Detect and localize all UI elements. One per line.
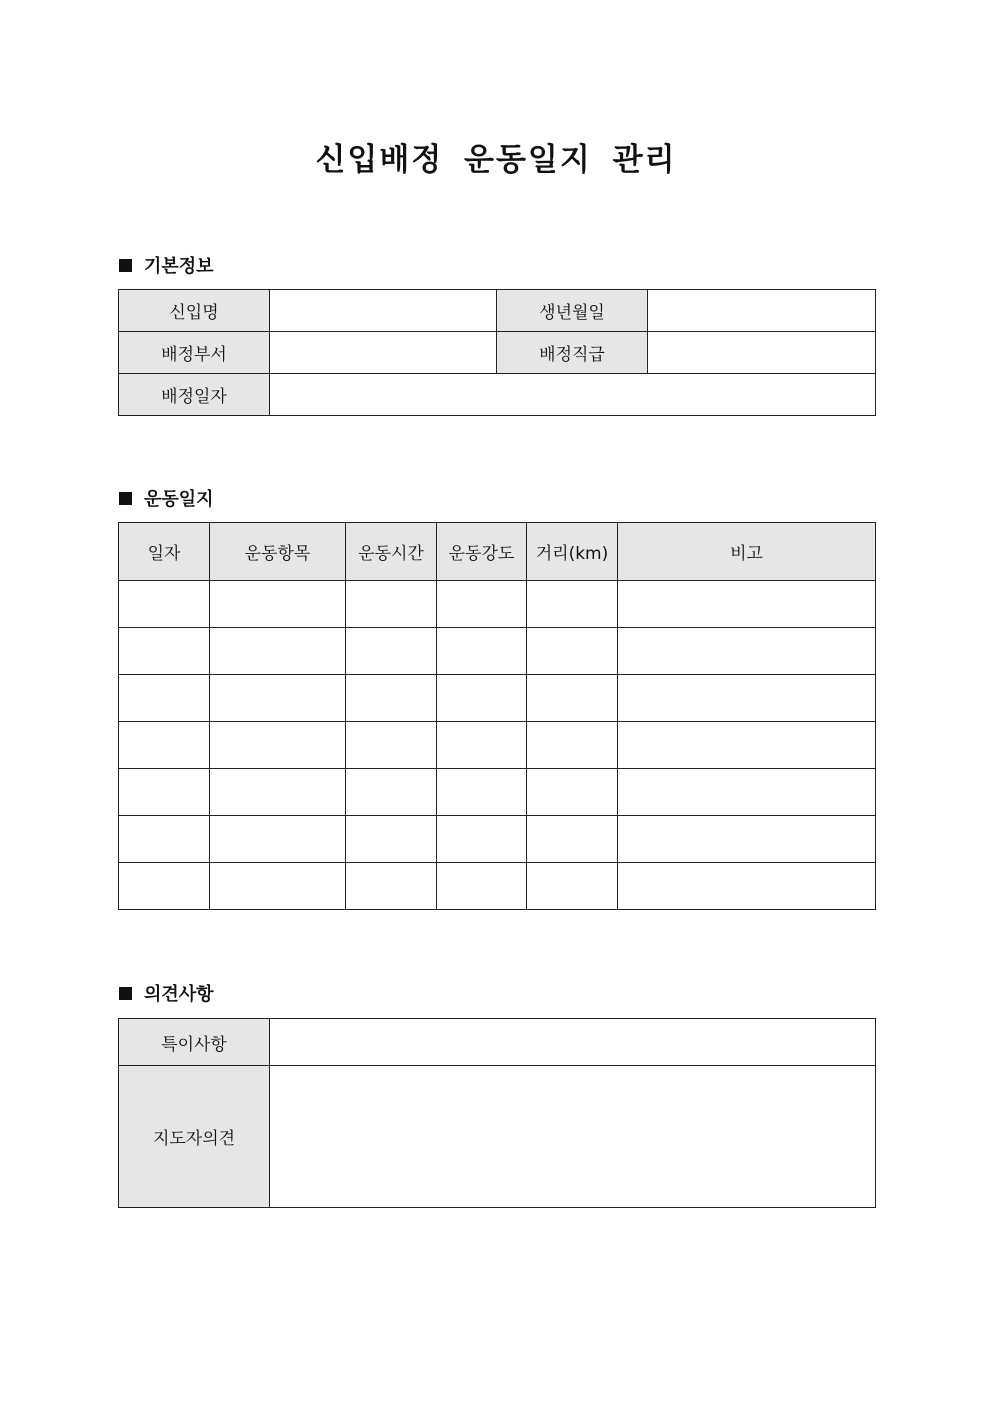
- department-field[interactable]: [270, 332, 497, 374]
- section-heading-label: 기본정보: [144, 256, 214, 277]
- distance-cell[interactable]: [527, 722, 618, 769]
- birth-date-field[interactable]: [648, 290, 876, 332]
- date-cell[interactable]: [119, 675, 210, 722]
- column-header-distance: 거리(km): [527, 523, 618, 581]
- exercise-time-cell[interactable]: [346, 863, 437, 910]
- remarks-cell[interactable]: [618, 863, 876, 910]
- table-row: [119, 816, 876, 863]
- date-cell[interactable]: [119, 581, 210, 628]
- table-row: [119, 290, 876, 332]
- table-row: [119, 675, 876, 722]
- exercise-time-cell[interactable]: [346, 581, 437, 628]
- assignment-date-label: 배정일자: [119, 374, 270, 416]
- rank-field[interactable]: [648, 332, 876, 374]
- column-header-exercise-time: 운동시간: [346, 523, 437, 581]
- column-header-date: 일자: [119, 523, 210, 581]
- page-title: 신입배정 운동일지 관리: [315, 142, 677, 178]
- section-heading-opinions: [119, 982, 214, 1004]
- exercise-log-table: [118, 522, 876, 910]
- exercise-time-cell[interactable]: [346, 722, 437, 769]
- table-row: [119, 628, 876, 675]
- table-row: [119, 722, 876, 769]
- date-cell[interactable]: [119, 722, 210, 769]
- remarks-cell[interactable]: [618, 722, 876, 769]
- date-cell[interactable]: [119, 769, 210, 816]
- distance-cell[interactable]: [527, 675, 618, 722]
- column-header-remarks: 비고: [618, 523, 876, 581]
- exercise-time-cell[interactable]: [346, 675, 437, 722]
- date-cell[interactable]: [119, 628, 210, 675]
- column-header-exercise-intensity: 운동강도: [437, 523, 527, 581]
- name-field[interactable]: [270, 290, 497, 332]
- exercise-item-cell[interactable]: [210, 816, 346, 863]
- table-row: [119, 769, 876, 816]
- section-heading-label: 의견사항: [144, 984, 214, 1005]
- column-header-exercise-item: 운동항목: [210, 523, 346, 581]
- exercise-item-cell[interactable]: [210, 628, 346, 675]
- assignment-date-field[interactable]: [270, 374, 876, 416]
- section-heading-exercise-log: [119, 487, 214, 509]
- department-label: 배정부서: [119, 332, 270, 374]
- remarks-cell[interactable]: [618, 769, 876, 816]
- distance-cell[interactable]: [527, 581, 618, 628]
- section-heading-label: 운동일지: [144, 489, 214, 510]
- special-notes-field[interactable]: [270, 1019, 876, 1066]
- date-cell[interactable]: [119, 863, 210, 910]
- table-row: [119, 1066, 876, 1208]
- distance-cell[interactable]: [527, 628, 618, 675]
- remarks-cell[interactable]: [618, 628, 876, 675]
- instructor-opinion-field[interactable]: [270, 1066, 876, 1208]
- birth-date-label: 생년월일: [497, 290, 648, 332]
- name-label: 신입명: [119, 290, 270, 332]
- exercise-intensity-cell[interactable]: [437, 769, 527, 816]
- exercise-intensity-cell[interactable]: [437, 628, 527, 675]
- exercise-intensity-cell[interactable]: [437, 581, 527, 628]
- basic-info-table: [118, 289, 876, 416]
- remarks-cell[interactable]: [618, 675, 876, 722]
- exercise-time-cell[interactable]: [346, 816, 437, 863]
- exercise-item-cell[interactable]: [210, 722, 346, 769]
- table-row: [119, 581, 876, 628]
- rank-label: 배정직급: [497, 332, 648, 374]
- distance-cell[interactable]: [527, 816, 618, 863]
- exercise-intensity-cell[interactable]: [437, 816, 527, 863]
- square-bullet-icon: [119, 492, 132, 505]
- distance-cell[interactable]: [527, 769, 618, 816]
- special-notes-label: 특이사항: [119, 1019, 270, 1066]
- remarks-cell[interactable]: [618, 816, 876, 863]
- exercise-intensity-cell[interactable]: [437, 722, 527, 769]
- exercise-time-cell[interactable]: [346, 628, 437, 675]
- exercise-intensity-cell[interactable]: [437, 863, 527, 910]
- exercise-item-cell[interactable]: [210, 675, 346, 722]
- exercise-item-cell[interactable]: [210, 863, 346, 910]
- table-row: [119, 863, 876, 910]
- table-row: [119, 332, 876, 374]
- square-bullet-icon: [119, 987, 132, 1000]
- instructor-opinion-label: 지도자의견: [119, 1066, 270, 1208]
- date-cell[interactable]: [119, 816, 210, 863]
- distance-cell[interactable]: [527, 863, 618, 910]
- remarks-cell[interactable]: [618, 581, 876, 628]
- square-bullet-icon: [119, 259, 132, 272]
- exercise-intensity-cell[interactable]: [437, 675, 527, 722]
- opinions-table: [118, 1018, 876, 1208]
- section-heading-basic-info: [119, 254, 214, 276]
- table-row: [119, 1019, 876, 1066]
- table-row: [119, 374, 876, 416]
- exercise-item-cell[interactable]: [210, 581, 346, 628]
- exercise-time-cell[interactable]: [346, 769, 437, 816]
- exercise-item-cell[interactable]: [210, 769, 346, 816]
- table-header-row: [119, 523, 876, 581]
